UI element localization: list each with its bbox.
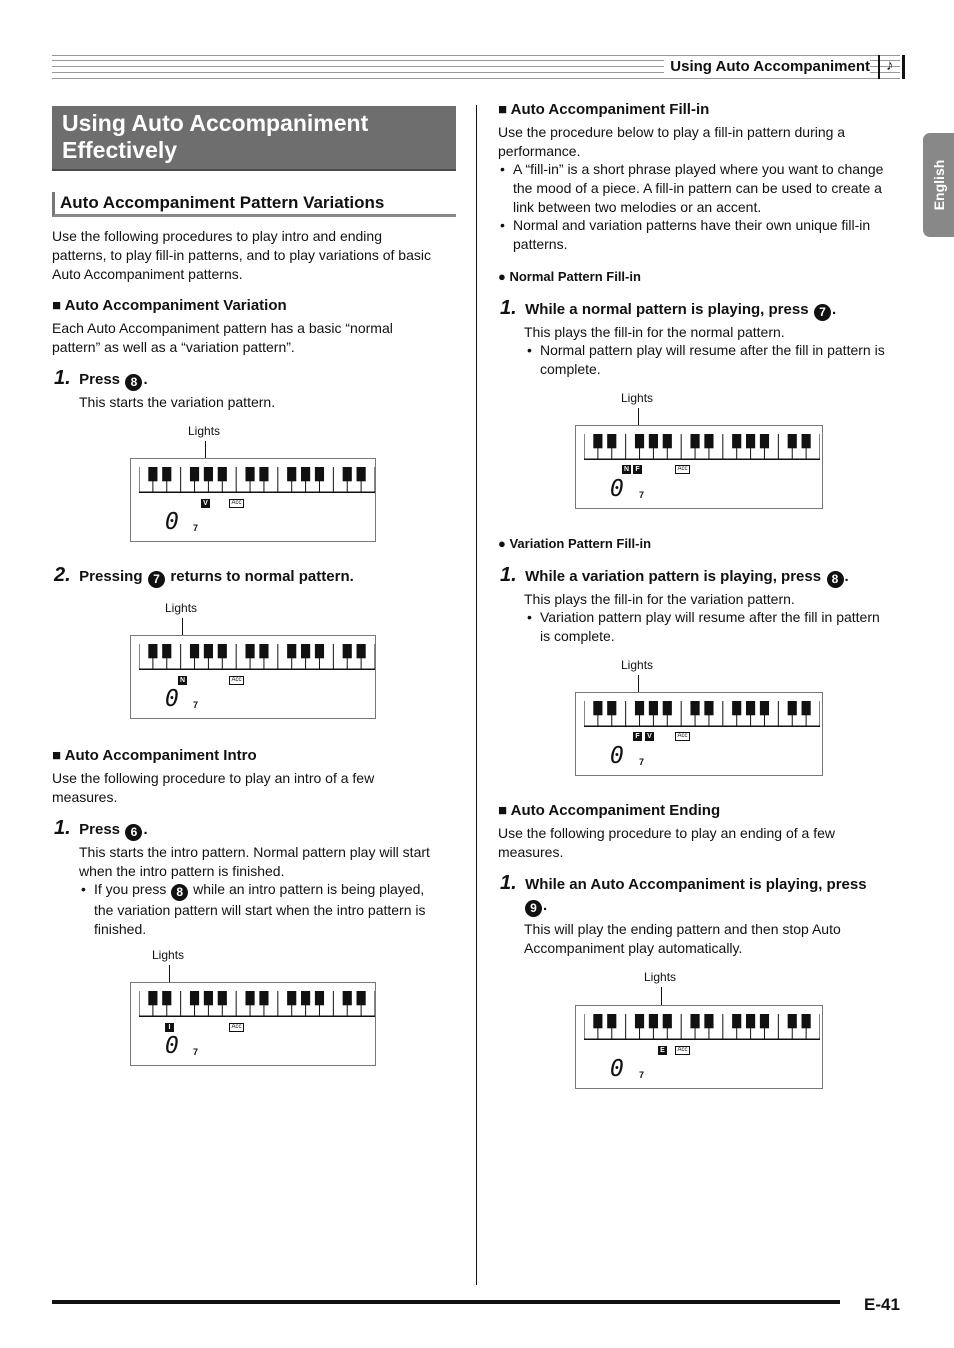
black-key — [162, 467, 171, 481]
lcd-digit: 0 — [610, 476, 624, 502]
step-text: Press — [79, 371, 121, 388]
bullet-item — [513, 216, 870, 254]
black-key — [204, 644, 213, 658]
black-key — [204, 467, 213, 481]
keyboard-strip — [139, 644, 375, 670]
black-key — [593, 1014, 602, 1028]
black-key — [343, 644, 352, 658]
variation-fill-heading: ● Variation Pattern Fill-in — [498, 536, 652, 551]
black-key — [204, 991, 213, 1005]
bullet-item — [540, 341, 885, 379]
black-key — [162, 644, 171, 658]
lights-label: Lights — [644, 970, 677, 984]
black-key — [760, 434, 769, 448]
text-line: patterns, to play fill-in patterns, and to play variations of basic — [52, 247, 431, 263]
black-key — [315, 467, 324, 481]
text-line: This will play the ending pattern and then stop Auto — [524, 921, 841, 937]
black-key — [343, 467, 352, 481]
section-title-box — [52, 106, 456, 171]
black-key — [315, 991, 324, 1005]
lights-label: Lights — [621, 658, 654, 672]
fillin-heading: ■ Auto Accompaniment Fill-in — [498, 101, 710, 118]
keyboard-strip — [584, 434, 820, 460]
black-key — [649, 1014, 658, 1028]
text-line: is complete. — [540, 628, 615, 644]
black-key — [690, 701, 699, 715]
black-key — [788, 701, 797, 715]
section-title: Using Auto Accompaniment Effectively — [62, 110, 369, 163]
fillin-body — [498, 123, 845, 161]
button-6-icon: 6 — [125, 824, 142, 841]
step-note — [524, 920, 841, 958]
text-line: • Normal pattern play will resume after the fill in pattern is — [540, 342, 885, 358]
black-key — [593, 434, 602, 448]
button-9-icon: 9 — [525, 900, 542, 917]
black-key — [649, 434, 658, 448]
lights-label: Lights — [165, 601, 198, 615]
step-number: 1. — [54, 367, 71, 389]
lcd-small-digit: 7 — [639, 490, 645, 500]
text-line: pattern” as well as a “variation pattern”. — [52, 339, 295, 355]
black-key — [301, 644, 310, 658]
black-key — [301, 991, 310, 1005]
lcd-display — [130, 635, 376, 719]
black-key — [690, 434, 699, 448]
step-1-normal-fill — [500, 297, 836, 321]
acc-indicator: Acc — [229, 499, 244, 508]
black-key — [607, 701, 616, 715]
lcd-display — [575, 1005, 823, 1089]
black-key — [301, 467, 310, 481]
text: while an intro pattern is being played, — [193, 881, 425, 897]
step-text: . — [543, 897, 548, 914]
variation-indicator: V — [645, 732, 654, 741]
intro-body — [52, 769, 374, 807]
acc-indicator: Acc — [675, 465, 690, 474]
text-line: Use the procedure below to play a fill-in pattern during a — [498, 124, 846, 140]
black-key — [218, 644, 227, 658]
step-text: While a normal pattern is playing, press — [525, 301, 809, 318]
button-8-icon: 8 — [827, 571, 844, 588]
text-line: link between two melodies or an accent. — [513, 199, 762, 215]
black-key — [746, 1014, 755, 1028]
text-line: Accompaniment play automatically. — [524, 940, 743, 956]
step-text: Press — [79, 821, 121, 838]
lcd-digit: 0 — [610, 743, 624, 769]
normal-indicator: N — [179, 677, 186, 684]
lights-label: Lights — [621, 391, 654, 405]
ending-indicator: E — [658, 1046, 667, 1055]
black-key — [663, 701, 672, 715]
step-1-variation — [54, 367, 148, 391]
black-key — [788, 434, 797, 448]
text-line: Use the following procedure to play an ending of a few — [498, 825, 835, 841]
black-key — [357, 991, 366, 1005]
text-line: Auto Accompaniment patterns. — [52, 266, 243, 282]
bullet-item — [94, 880, 426, 939]
black-key — [357, 644, 366, 658]
text-line: Use the following procedures to play intro and ending — [52, 228, 382, 244]
ending-heading: ■ Auto Accompaniment Ending — [498, 802, 721, 819]
fill-indicator: F — [633, 465, 642, 474]
lcd-small-digit: 7 — [639, 1070, 645, 1080]
text-line: Each Auto Accompaniment pattern has a basic “normal — [52, 320, 393, 336]
text-line: finished. — [94, 921, 147, 937]
black-key — [245, 467, 254, 481]
step-text: . — [832, 301, 837, 318]
text-line: This starts the intro pattern. Normal pattern play will start — [79, 844, 430, 860]
lcd-display — [575, 425, 823, 509]
text-line: complete. — [540, 361, 601, 377]
black-key — [802, 434, 811, 448]
text-line: measures. — [498, 844, 564, 860]
lcd-display — [130, 458, 376, 542]
black-key — [732, 701, 741, 715]
black-key — [704, 701, 713, 715]
footer-rule — [52, 1300, 840, 1304]
text-line: • Normal and variation patterns have their own unique fill-in — [513, 217, 871, 233]
black-key — [259, 644, 268, 658]
black-key — [635, 1014, 644, 1028]
step-1-ending-button — [524, 897, 547, 917]
step-text: Pressing — [79, 568, 143, 585]
black-key — [704, 1014, 713, 1028]
intro-heading: ■ Auto Accompaniment Intro — [52, 747, 257, 764]
black-key — [663, 1014, 672, 1028]
keyboard-strip — [584, 701, 820, 727]
step-number: 1. — [500, 872, 517, 894]
black-key — [259, 991, 268, 1005]
black-key — [802, 1014, 811, 1028]
page-number: E-41 — [864, 1295, 900, 1314]
black-key — [607, 1014, 616, 1028]
black-key — [788, 1014, 797, 1028]
subsection-title: Auto Accompaniment Pattern Variations — [60, 193, 385, 212]
text-line: the mood of a piece. A fill-in pattern can be used to create a — [513, 180, 882, 196]
black-key — [148, 991, 157, 1005]
button-8-icon: 8 — [125, 374, 142, 391]
text-line: Use the following procedure to play an intro of a few — [52, 770, 375, 786]
black-key — [190, 644, 199, 658]
black-key — [690, 1014, 699, 1028]
acc-indicator: Acc — [229, 676, 244, 685]
step-1-variation-fill — [500, 564, 849, 588]
normal-indicator: N — [623, 466, 630, 473]
black-key — [287, 991, 296, 1005]
lcd-small-digit: 7 — [193, 1047, 199, 1057]
black-key — [245, 991, 254, 1005]
intro-indicator: I — [165, 1023, 174, 1032]
keyboard-strip — [139, 467, 375, 493]
lcd-digit: 0 — [165, 1033, 179, 1059]
text-line: the variation pattern will start when the intro pattern is — [94, 902, 426, 918]
step-2-variation — [54, 564, 354, 588]
black-key — [732, 434, 741, 448]
black-key — [732, 1014, 741, 1028]
step-text: While an Auto Accompaniment is playing, press — [525, 876, 867, 893]
text-line: when the intro pattern is finished. — [79, 863, 285, 879]
black-key — [593, 701, 602, 715]
black-key — [635, 701, 644, 715]
black-key — [259, 467, 268, 481]
header-title: Using Auto Accompaniment — [664, 58, 870, 75]
lights-label: Lights — [188, 424, 221, 438]
ending-body — [498, 824, 835, 862]
black-key — [635, 434, 644, 448]
black-key — [663, 434, 672, 448]
step-number: 1. — [500, 297, 517, 319]
lcd-small-digit: 7 — [639, 757, 645, 767]
language-tab-label: English — [930, 159, 947, 211]
music-note-icon: ♪ — [886, 57, 894, 74]
acc-indicator: Acc — [229, 1023, 244, 1032]
step-1-intro — [54, 817, 148, 841]
text-line: patterns. — [513, 236, 568, 252]
black-key — [218, 991, 227, 1005]
step-text: . — [143, 371, 148, 388]
black-key — [162, 991, 171, 1005]
button-7-icon: 7 — [148, 571, 165, 588]
step-number: 1. — [500, 564, 517, 586]
lcd-display — [575, 692, 823, 776]
lcd-small-digit: 7 — [193, 523, 199, 533]
black-key — [190, 467, 199, 481]
step-number: 2. — [54, 564, 71, 586]
black-key — [148, 644, 157, 658]
step-text: . — [844, 568, 849, 585]
step-note: This plays the fill-in for the variation pattern. — [524, 591, 795, 607]
black-key — [343, 991, 352, 1005]
text-line: • A “fill-in” is a short phrase played where you want to change — [513, 161, 884, 177]
black-key — [357, 467, 366, 481]
variation-body — [52, 319, 393, 357]
text-line: • Variation pattern play will resume after the fill in pattern — [540, 609, 880, 625]
lights-label: Lights — [152, 948, 185, 962]
black-key — [649, 701, 658, 715]
lcd-small-digit: 7 — [193, 700, 199, 710]
step-text: . — [143, 821, 148, 838]
black-key — [190, 991, 199, 1005]
variation-indicator: V — [201, 499, 210, 508]
lcd-display — [130, 982, 376, 1066]
normal-fill-heading: ● Normal Pattern Fill-in — [498, 269, 641, 284]
black-key — [746, 701, 755, 715]
step-number: 1. — [54, 817, 71, 839]
step-1-ending — [500, 872, 910, 895]
black-key — [607, 434, 616, 448]
black-key — [704, 434, 713, 448]
lcd-digit: 0 — [165, 686, 179, 712]
fill-indicator: F — [633, 732, 642, 741]
text-line: performance. — [498, 143, 581, 159]
black-key — [760, 701, 769, 715]
bullet-item — [540, 608, 880, 646]
acc-indicator: Acc — [675, 1046, 690, 1055]
black-key — [287, 467, 296, 481]
intro-paragraph — [52, 227, 431, 284]
black-key — [802, 701, 811, 715]
subsection-heading — [52, 192, 456, 217]
black-key — [148, 467, 157, 481]
language-tab[interactable] — [923, 133, 954, 237]
bullet-item — [513, 160, 883, 217]
text: If you press — [94, 881, 167, 897]
column-divider — [476, 105, 477, 1285]
variation-heading: ■ Auto Accompaniment Variation — [52, 297, 287, 314]
step-note: This plays the fill-in for the normal pattern. — [524, 324, 785, 340]
step-note: This starts the variation pattern. — [79, 394, 276, 410]
acc-indicator: Acc — [675, 732, 690, 741]
lcd-digit: 0 — [165, 509, 179, 535]
keyboard-strip — [139, 991, 375, 1017]
button-7-icon: 7 — [814, 304, 831, 321]
button-8-icon: 8 — [171, 884, 188, 901]
header-note-tab — [878, 55, 905, 79]
black-key — [218, 467, 227, 481]
lcd-digit: 0 — [610, 1056, 624, 1082]
black-key — [746, 434, 755, 448]
step-note — [79, 843, 430, 881]
black-key — [315, 644, 324, 658]
black-key — [760, 1014, 769, 1028]
step-text: While a variation pattern is playing, press — [525, 568, 822, 585]
black-key — [245, 644, 254, 658]
step-text: returns to normal pattern. — [170, 568, 354, 585]
text-line: measures. — [52, 789, 118, 805]
black-key — [287, 644, 296, 658]
keyboard-strip — [584, 1014, 820, 1040]
